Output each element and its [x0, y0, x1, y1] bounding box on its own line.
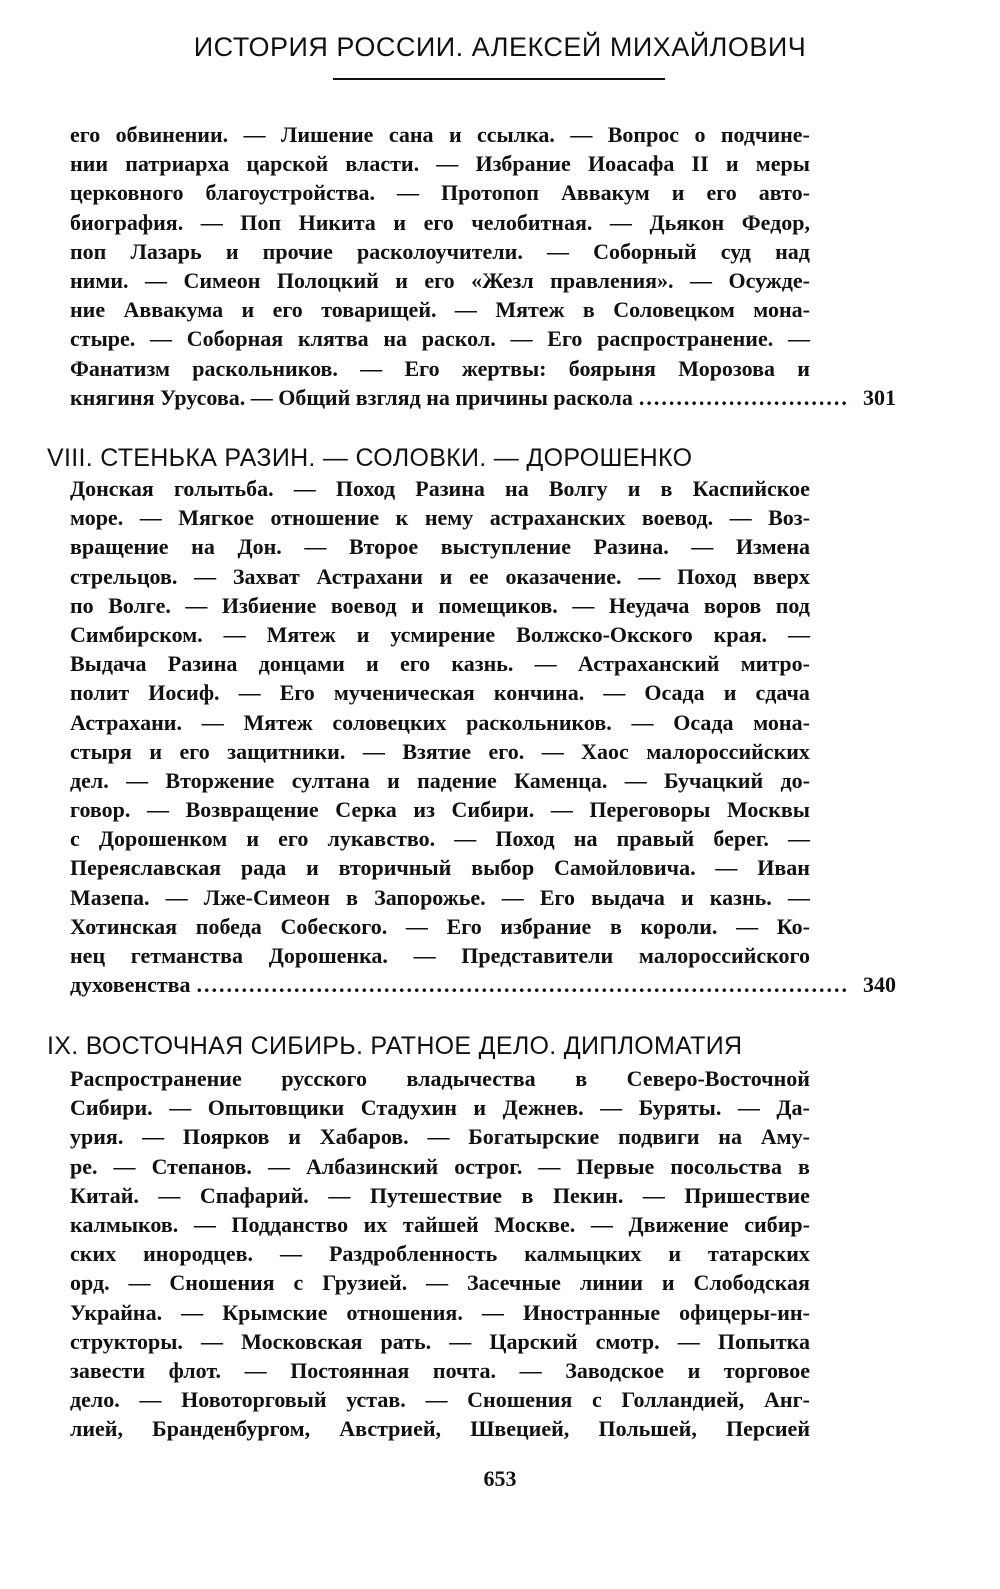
text-line: орд. — Сношения с Грузией. — Засечные линии и Слободская	[70, 1270, 810, 1296]
text-line: лией, Бранденбургом, Австрией, Швецией, Польшей, Персией	[70, 1416, 810, 1442]
text-line: стыря и его защитники. — Взятие его. — Хаос малороссийских	[70, 738, 810, 764]
text-line: Украйна. — Крымские отношения. — Иностранные офицеры-ин-	[70, 1299, 810, 1325]
toc-entry-text: княгиня Урусова. — Общий взгляд на причины раскола	[70, 385, 633, 410]
text-line: церковного благоустройства. — Протопоп Аввакум и его авто-	[70, 180, 810, 206]
text-line: стыре. — Соборная клятва на раскол. — Его распространение. —	[70, 326, 810, 352]
leader-dots	[639, 383, 850, 412]
text-line: Симбирском. — Мятеж и усмирение Волжско-Окского края. —	[70, 621, 810, 647]
text-line: Донская голытьба. — Поход Разина на Волгу и в Каспийское	[70, 476, 810, 501]
text-line: полит Иосиф. — Его мученическая кончина. — Осада и сдача	[70, 680, 810, 706]
toc-page-number: 301	[863, 385, 896, 410]
text-line: ними. — Симеон Полоцкий и его «Жезл правления». — Осужде-	[70, 267, 810, 293]
chapter-title-ix: IX. ВОСТОЧНАЯ СИБИРЬ. РАТНОЕ ДЕЛО. ДИПЛОМАТИЯ	[47, 1032, 743, 1060]
text-line: Китай. — Спафарий. — Путешествие в Пекин. — Пришествие	[70, 1182, 810, 1208]
text-line: структоры. — Московская рать. — Царский смотр. — Попытка	[70, 1328, 810, 1354]
chapter-title-viii: VIII. СТЕНЬКА РАЗИН. — СОЛОВКИ. — ДОРОШЕНКО	[47, 444, 693, 472]
text-line: Астрахани. — Мятеж соловецких раскольников. — Осада мона-	[70, 709, 810, 735]
page-number: 653	[483, 1466, 517, 1491]
toc-entry-vii-end	[70, 383, 896, 412]
text-line: дел. — Вторжение султана и падение Каменца. — Бучацкий до-	[70, 767, 810, 793]
text-line: Хотинская победа Собеского. — Его избрание в короли. — Ко-	[70, 913, 810, 939]
toc-entry-text: духовенства	[70, 972, 191, 997]
text-line: вращение на Дон. — Второе выступление Разина. — Измена	[70, 534, 810, 560]
leader-dots	[197, 970, 850, 999]
text-line: биография. — Поп Никита и его челобитная. — Дьякон Федор,	[70, 209, 810, 235]
toc-page-number: 340	[863, 972, 896, 997]
text-line: Распространение русского владычества в Северо-Восточной	[70, 1066, 810, 1091]
text-line: Сибири. — Опытовщики Стадухин и Дежнев. — Буряты. — Да-	[70, 1095, 810, 1121]
text-line: ских инородцев. — Раздробленность калмыцких и татарских	[70, 1241, 810, 1267]
header-rule	[333, 78, 665, 80]
text-line: говор. — Возвращение Серка из Сибири. — Переговоры Москвы	[70, 797, 810, 823]
text-line: его обвинении. — Лишение сана и ссылка. — Вопрос о подчине-	[70, 122, 810, 147]
text-line: нии патриарха царской власти. — Избрание Иоасафа II и меры	[70, 151, 810, 177]
running-head: ИСТОРИЯ РОССИИ. АЛЕКСЕЙ МИХАЙЛОВИЧ	[193, 32, 807, 62]
section-viii-text	[70, 474, 810, 970]
section-vii-text	[70, 120, 810, 383]
text-line: море. — Мягкое отношение к нему астраханских воевод. — Воз-	[70, 505, 810, 531]
toc-entry-viii-end	[70, 970, 896, 999]
text-line: стрельцов. — Захват Астрахани и ее оказачение. — Поход вверх	[70, 563, 810, 589]
text-line: Выдача Разина донцами и его казнь. — Астраханский митро-	[70, 651, 810, 677]
text-line: калмыков. — Подданство их тайшей Москве. — Движение сибир-	[70, 1211, 810, 1237]
text-line: ние Аввакума и его товарищей. — Мятеж в Соловецком мона-	[70, 297, 810, 323]
text-line: Переяславская рада и вторичный выбор Самойловича. — Иван	[70, 855, 810, 881]
section-ix-text	[70, 1064, 810, 1443]
text-line: дело. — Новоторговый устав. — Сношения с Голландией, Анг-	[70, 1387, 810, 1413]
text-line: поп Лазарь и прочие расколоучители. — Соборный суд над	[70, 238, 810, 264]
text-line: по Волге. — Избиение воевод и помещиков. — Неудача воров под	[70, 592, 810, 618]
text-line: ре. — Степанов. — Албазинский острог. — Первые посольства в	[70, 1153, 810, 1179]
text-line: Фанатизм раскольников. — Его жертвы: боярыня Морозова и	[70, 355, 810, 381]
text-line: завести флот. — Постоянная почта. — Заводское и торговое	[70, 1357, 810, 1383]
text-line: с Дорошенком и его лукавство. — Поход на правый берег. —	[70, 826, 810, 852]
text-line: Мазепа. — Лже-Симеон в Запорожье. — Его выдача и казнь. —	[70, 884, 810, 910]
text-line: нец гетманства Дорошенка. — Представители малороссийского	[70, 943, 810, 968]
text-line: урия. — Поярков и Хабаров. — Богатырские подвиги на Аму-	[70, 1124, 810, 1150]
